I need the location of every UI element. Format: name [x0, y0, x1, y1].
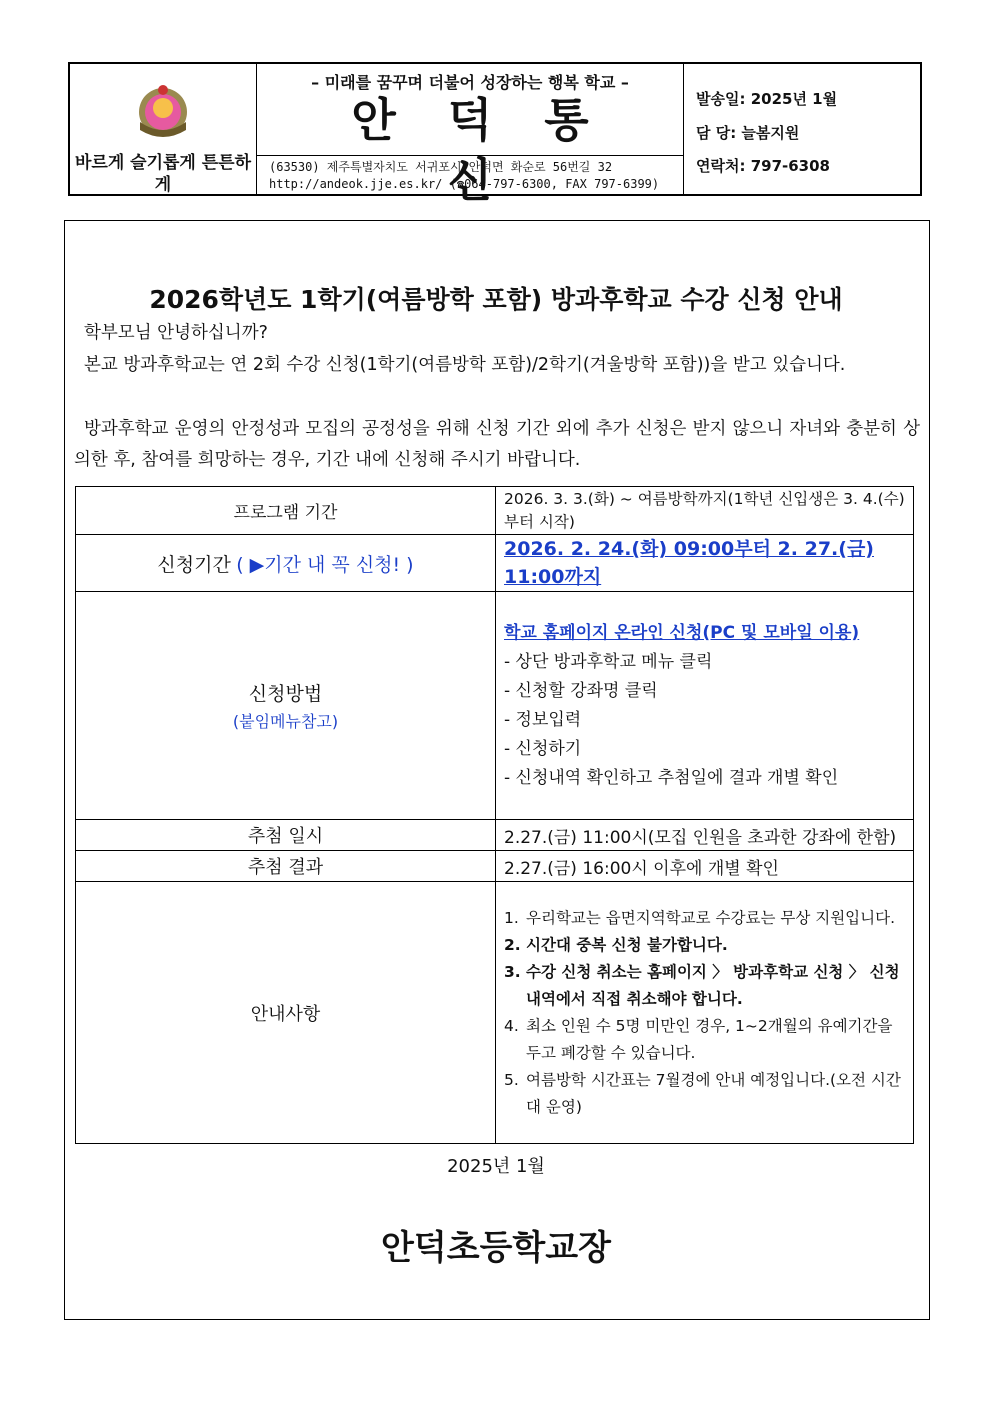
- manager-info: 담 당: 늘봄지원: [696, 124, 800, 142]
- lottery-date-value: 2.27.(금) 11:00시(모집 인원을 초과한 강좌에 한함): [496, 820, 914, 851]
- note-item: 3. 수강 신청 취소는 홈페이지 〉 방과후학교 신청 〉 신청내역에서 직접 취소해야 합니다.: [504, 962, 900, 1008]
- lottery-result-label: 추첨 결과: [76, 851, 496, 882]
- apply-period-label-cell: [76, 535, 496, 592]
- program-period-label: 프로그램 기간: [76, 487, 496, 535]
- method-label: 신청방법: [248, 683, 323, 705]
- note-item: 2. 시간대 중복 신청 불가합니다.: [504, 935, 728, 954]
- intro-paragraph: 본교 방과후학교는 연 2회 수강 신청(1학기(여름방학 포함)/2학기(겨울방학 포함))을 받고 있습니다.: [84, 355, 846, 375]
- note-item: 5. 여름방학 시간표는 7월경에 안내 예정입니다.(오전 시간대 운영): [504, 1070, 901, 1116]
- method-label-cell: [76, 592, 496, 820]
- info-table: [75, 486, 914, 1144]
- note-item: 4. 최소 인원 수 5명 미만인 경우, 1~2개월의 유예기간을 두고 폐강할 수 있습니다.: [504, 1016, 893, 1062]
- table-row: [76, 592, 914, 820]
- school-slogan: – 미래를 꿈꾸며 더불어 성장하는 행복 학교 –: [311, 73, 629, 92]
- table-row: [76, 820, 914, 851]
- signer: 안덕초등학교장: [381, 1228, 611, 1268]
- program-period-value: 2026. 3. 3.(화) ~ 여름방학까지(1학년 신입생은 3. 4.(수)부터 시작): [496, 487, 914, 535]
- phone-info: 연락처: 797-6308: [696, 157, 830, 175]
- newsletter-header: [68, 62, 922, 207]
- school-address-box: [257, 155, 683, 194]
- notes-cell: [496, 882, 914, 1144]
- school-motto: 바르게 슬기롭게 튼튼하게: [74, 153, 252, 195]
- header-title-cell: [257, 64, 684, 207]
- method-sub-label: (붙임메뉴참고): [232, 712, 339, 731]
- table-row: [76, 487, 914, 535]
- method-step: - 정보입력: [504, 710, 582, 730]
- lottery-date-label: 추첨 일시: [76, 820, 496, 851]
- note-item: 1. 우리학교는 읍면지역학교로 수강료는 무상 지원입니다.: [504, 908, 896, 927]
- apply-period-label: 신청기간: [157, 553, 231, 576]
- school-contact-line: http://andeok.jje.es.kr/ (☎064-797-6300, FAX 797-6399): [269, 177, 660, 191]
- policy-paragraph: 방과후학교 운영의 안정성과 모집의 공정성을 위해 신청 기간 외에 추가 신청은 받지 않으니 자녀와 충분히 상의한 후, 참여를 희망하는 경우, 기간 내에 신청해 주시기 바랍니다.: [74, 419, 920, 470]
- footer-date: 2025년 1월: [447, 1156, 545, 1177]
- header-meta-cell: [684, 64, 920, 194]
- table-row: [76, 882, 914, 1144]
- newsletter-masthead: 안덕통신: [351, 93, 641, 207]
- apply-period-value: 2026. 2. 24.(화) 09:00부터 2. 27.(금) 11:00까지: [496, 535, 914, 592]
- issue-date: 발송일: 2025년 1월: [696, 90, 838, 108]
- header-logo-cell: [70, 64, 257, 194]
- greeting-paragraph: 학부모님 안녕하십니까?: [84, 323, 268, 343]
- school-address: (63530) 제주특별자치도 서귀포시 안덕면 화순로 56번길 32: [269, 160, 613, 174]
- method-step: - 신청내역 확인하고 추첨일에 결과 개별 확인: [504, 768, 839, 788]
- method-step: - 신청하기: [504, 739, 582, 759]
- table-row: [76, 535, 914, 592]
- lottery-result-value: 2.27.(금) 16:00시 이후에 개별 확인: [496, 851, 914, 882]
- method-step: - 상단 방과후학교 메뉴 클릭: [504, 652, 713, 672]
- apply-period-emphasis: ( ▶기간 내 꼭 신청! ): [236, 553, 414, 576]
- document-title: 2026학년도 1학기(여름방학 포함) 방과후학교 수강 신청 안내: [149, 285, 843, 314]
- method-step: - 신청할 강좌명 클릭: [504, 681, 658, 701]
- school-emblem-icon: [132, 78, 194, 140]
- method-headline: 학교 홈페이지 온라인 신청(PC 및 모바일 이용): [504, 623, 860, 643]
- method-value-cell: [496, 592, 914, 820]
- notes-label: 안내사항: [76, 882, 496, 1144]
- table-row: [76, 851, 914, 882]
